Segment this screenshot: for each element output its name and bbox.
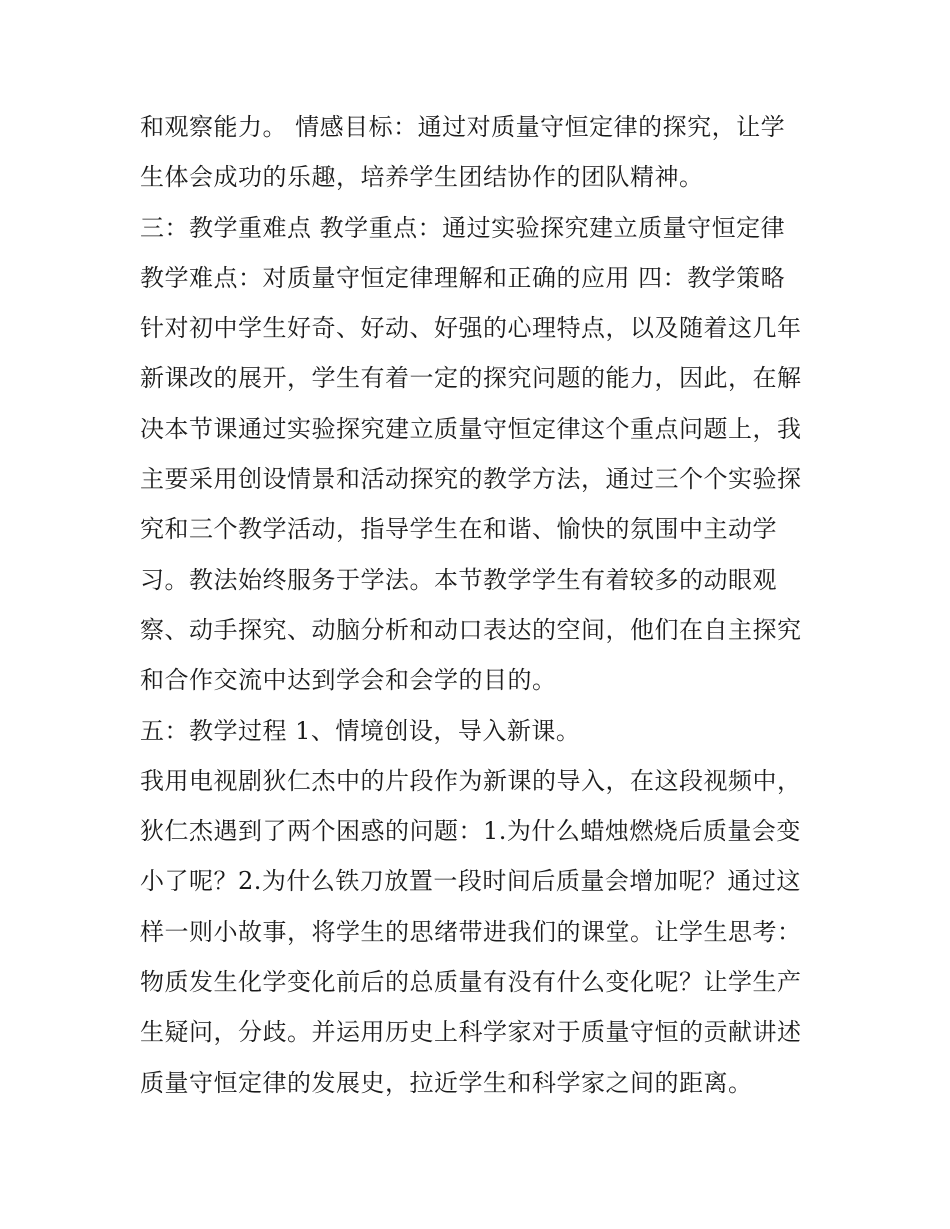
text-line: 察、动手探究、动脑分析和动口表达的空间，他们在自主探究: [140, 615, 802, 644]
text-line: 生体会成功的乐趣，培养学生团结协作的团队精神。: [140, 163, 704, 192]
text-line: 质量守恒定律的发展史，拉近学生和科学家之间的距离。: [140, 1068, 753, 1097]
text-line: 和观察能力。 情感目标：通过对质量守恒定律的探究，让学: [140, 113, 786, 141]
text-line: 究和三个教学活动，指导学生在和谐、愉快的氛围中主动学: [140, 515, 777, 544]
text-line: 生疑问，分歧。并运用历史上科学家对于质量守恒的贡献讲述: [140, 1018, 802, 1047]
text-line: 物质发生化学变化前后的总质量有没有什么变化呢？让学生产: [140, 968, 802, 997]
text-line: 决本节课通过实验探究建立质量守恒定律这个重点问题上，我: [140, 414, 802, 443]
text-line: 主要采用创设情景和活动探究的教学方法，通过三个个实验探: [140, 465, 802, 494]
text-line: 针对初中学生好奇、好动、好强的心理特点，以及随着这几年: [140, 314, 802, 343]
text-line: 和合作交流中达到学会和会学的目的。: [140, 666, 557, 695]
text-line: 小了呢？2.为什么铁刀放置一段时间后质量会增加呢？通过这: [140, 867, 801, 896]
text-line: 习。教法始终服务于学法。本节教学学生有着较多的动眼观: [140, 565, 777, 594]
text-line: 新课改的展开，学生有着一定的探究问题的能力，因此，在解: [140, 364, 802, 393]
text-line: 我用电视剧狄仁杰中的片段作为新课的导入，在这段视频中，: [140, 766, 802, 795]
text-line: 三：教学重难点 教学重点：通过实验探究建立质量守恒定律: [140, 213, 786, 242]
text-line: 五：教学过程 1、情境创设，导入新课。: [140, 716, 581, 745]
text-line: 狄仁杰遇到了两个困惑的问题：1.为什么蜡烛燃烧后质量会变: [140, 817, 801, 846]
text-line: 样一则小故事，将学生的思绪带进我们的课堂。让学生思考：: [140, 917, 802, 946]
document-body: [140, 102, 820, 1108]
text-line: 教学难点：对质量守恒定律理解和正确的应用 四：教学策略: [140, 263, 786, 292]
